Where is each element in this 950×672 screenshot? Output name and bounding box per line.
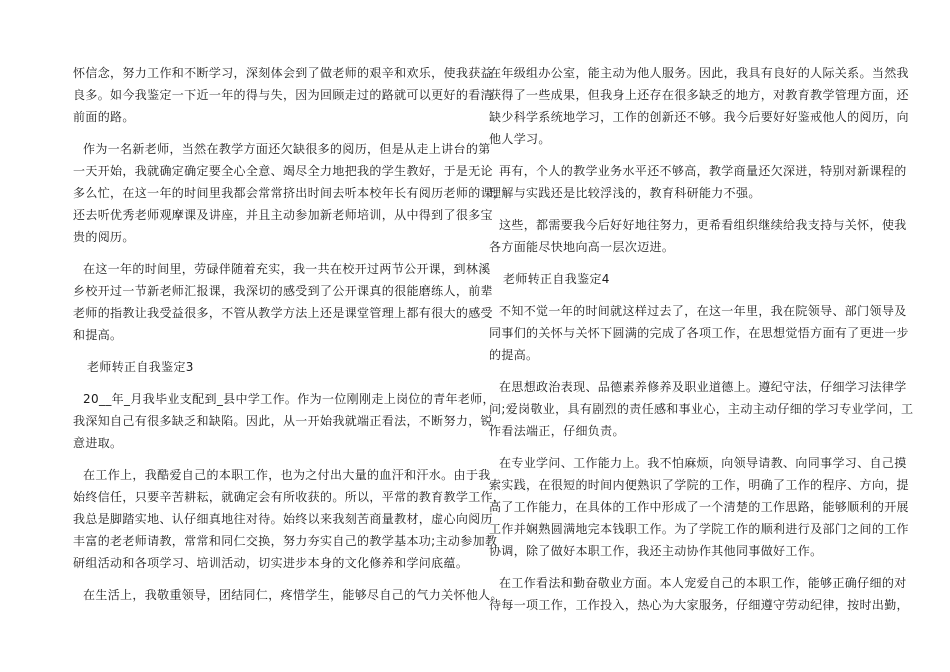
text-line: 各方面能尽快地向高一层次迈进。 <box>489 240 675 254</box>
text-line: 贵的阅历。 <box>73 230 135 244</box>
paragraph <box>489 572 909 616</box>
text-line: 作看法端正，仔细负责。 <box>489 424 625 438</box>
paragraph <box>489 160 907 204</box>
text-line: 的提高。 <box>489 348 539 362</box>
section-heading: 老师转正自我鉴定3 <box>87 360 194 374</box>
text-line: 他人学习。 <box>489 132 551 146</box>
text-line: 在年级组办公室，能主动为他人服务。因此，我具有良好的人际关系。当然我 <box>489 66 909 80</box>
paragraph <box>73 464 506 574</box>
text-line: 还去听优秀老师观摩课及讲座，并且主动参加新老师培训，从中得到了很多宝 <box>73 208 493 222</box>
paragraph <box>73 258 493 346</box>
text-line: 这些，都需要我今后好好地往努力，更希看组织继续给我支持与关怀，使我 <box>499 218 907 232</box>
text-line: 高了工作能力，在具体的工作中形成了一个清楚的工作思路，能够顺利的开展 <box>489 500 909 514</box>
text-line: 乡校开过一节新老师汇报课，我深切的感受到了公开课真的很能磨练人，前辈 <box>73 284 493 298</box>
text-line: 索实践，在很短的时间内便熟识了学院的工作，明确了工作的程序、方向，提 <box>489 478 909 492</box>
paragraph <box>489 214 907 258</box>
text-line: 老师的指教让我受益很多，不管从教学方法上还是课堂管理上都有很大的感受 <box>73 306 493 320</box>
text-line: 研组活动和各项学习、培训活动，切实进步本身的文化修养和学问底蕴。 <box>73 556 469 570</box>
text-line: 怀信念，努力工作和不断学习，深刻体会到了做老师的艰辛和欢乐，使我获益 <box>73 66 493 80</box>
text-line: 在工作看法和勤奋敬业方面。本人宠爱自己的本职工作，能够正确仔细的对 <box>499 576 907 590</box>
text-line: 在工作上，我酷爱自己的本职工作，也为之付出大量的血汗和汗水。由于我 <box>83 468 491 482</box>
text-line: 同事们的关怀与关怀下圆满的完成了各项工作，在思想觉悟方面有了更进一步 <box>489 326 909 340</box>
text-line: 丰富的老老师请教，常常和同仁交换，努力夯实自己的教学基本功;主动参加教 <box>73 534 498 548</box>
text-line: 20__年_月我毕业支配到_县中学工作。作为一位刚刚走上岗位的青年老师， <box>83 392 495 406</box>
text-line: 在生活上，我敬重领导，团结同仁，疼惜学生，能够尽自己的气力关怀他人。 <box>83 588 503 602</box>
text-line: 缺少科学系统地学习，工作的创新还不够。我今后要好好鉴戒他人的阅历，向 <box>489 110 909 124</box>
text-line: 前面的路。 <box>73 110 135 124</box>
text-line: 我总是脚踏实地、认仔细真地往对待。始终以来我刻苦商量教材，虚心向阅历 <box>73 512 493 526</box>
text-line: 工作并娴熟圆满地完本钱职工作。为了学院工作的顺利进行及部门之间的工作 <box>489 522 909 536</box>
paragraph <box>73 584 503 606</box>
text-line: 再有，个人的教学业务水平还不够高，教学商量还欠深迸，特别对新课程的 <box>499 164 907 178</box>
text-line: 始终信任，只要辛苦耕耘，就确定会有所收获的。所以，平常的教育教学工作， <box>73 490 506 504</box>
paragraph <box>489 300 909 366</box>
text-line: 在思想政治表现、品德素养修养及职业道德上。遵纪守法，仔细学习法律学 <box>499 380 907 394</box>
paragraph <box>73 388 495 454</box>
paragraph <box>73 138 506 248</box>
right-column <box>489 62 914 616</box>
paragraph <box>73 62 493 128</box>
text-line: 问;爱岗敬业，具有剧烈的责任感和事业心，主动主动仔细的学习专业学问，工 <box>489 402 914 416</box>
text-line: 在专业学问、工作能力上。我不怕麻烦，向领导请教、向同事学习、自己摸 <box>499 456 907 470</box>
section-heading: 老师转正自我鉴定4 <box>503 272 610 286</box>
text-line: 理解与实践还是比较浮浅的，教育科研能力不强。 <box>489 186 761 200</box>
text-line: 和提高。 <box>73 328 123 342</box>
text-line: 多么忙，在这一年的时间里我都会常常挤出时间去听本校年长有阅历老师的课， <box>73 186 506 200</box>
paragraph <box>489 376 914 442</box>
paragraph <box>489 62 909 150</box>
text-line: 获得了一些成果，但我身上还存在很多缺乏的地方，对教育教学管理方面，还 <box>489 88 909 102</box>
text-line: 在这一年的时间里，劳碌伴随着充实，我一共在校开过两节公开课，到林溪 <box>83 262 491 276</box>
text-line: 作为一名新老师，当然在教学方面还欠缺很多的阅历，但是从走上讲台的第 <box>83 142 491 156</box>
text-line: 意进取。 <box>73 436 123 450</box>
text-line: 良多。如今我鉴定一下近一年的得与失，因为回顾走过的路就可以更好的看清 <box>73 88 493 102</box>
paragraph <box>489 452 909 562</box>
text-line: 待每一项工作，工作投入，热心为大家服务，仔细遵守劳动纪律，按时出勤， <box>489 598 909 612</box>
text-line: 我深知自己有很多缺乏和缺陷。因此，从一开始我就端正看法，不断努力，锐 <box>73 414 493 428</box>
left-column <box>73 62 506 606</box>
text-line: 协调，除了做好本职工作，我还主动协作其他同事做好工作。 <box>489 544 823 558</box>
text-line: 不知不觉一年的时间就这样过去了，在这一年里，我在院领导、部门领导及 <box>499 304 907 318</box>
text-line: 一天开始，我就确定确定要全心全意、竭尽全力地把我的学生教好，于是无论 <box>73 164 493 178</box>
